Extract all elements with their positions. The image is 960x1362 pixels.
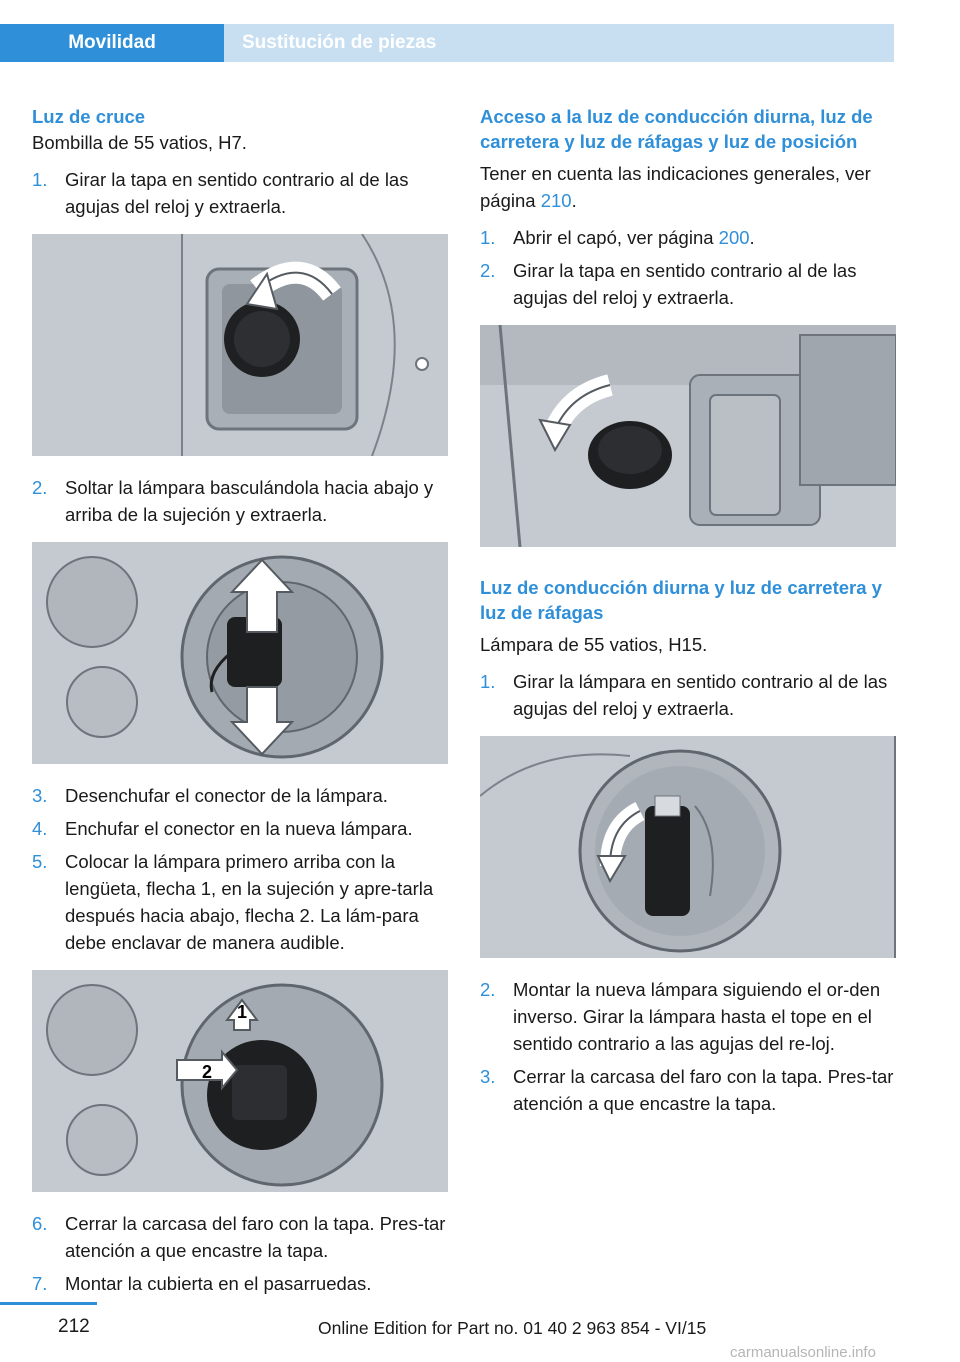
footer-rule <box>0 1302 97 1305</box>
left-column <box>32 104 448 1303</box>
watermark: carmanualsonline.info <box>730 1344 876 1361</box>
step-number: 1. <box>480 671 496 692</box>
step-text: Enchufar el conector en la nueva lámpara. <box>65 818 413 839</box>
step-text: Desenchufar el conector de la lámpara. <box>65 785 388 806</box>
step-number: 1. <box>480 227 496 248</box>
right-column <box>480 104 896 1123</box>
step-number: 2. <box>32 477 48 498</box>
step-number: 2. <box>480 260 496 281</box>
section-heading-luz-de-cruce: Luz de cruce <box>32 106 146 127</box>
steps-list <box>32 474 448 528</box>
step-number: 6. <box>32 1213 48 1234</box>
list-item <box>480 668 896 722</box>
step-text: Montar la cubierta en el pasarruedas. <box>65 1273 372 1294</box>
step-number: 4. <box>32 818 48 839</box>
list-item <box>480 976 896 1057</box>
step-text: Montar la nueva lámpara siguiendo el or‐den inverso. Girar la lámpara hasta el tope en el sentido contrario a las agujas del re‐loj. <box>513 979 881 1054</box>
arrow-label-2: 2 <box>201 1062 213 1082</box>
step-text: Girar la lámpara en sentido contrario al de las agujas del reloj y extraerla. <box>513 671 888 719</box>
steps-list <box>480 668 896 722</box>
step-number: 3. <box>480 1066 496 1087</box>
list-item <box>32 848 448 956</box>
page-link-200[interactable]: 200 <box>718 227 750 248</box>
step-number: 5. <box>32 851 48 872</box>
list-item <box>32 166 448 220</box>
general-notes <box>480 160 896 214</box>
steps-list <box>32 782 448 956</box>
step-text-end: . <box>749 227 755 248</box>
arrow-label-1: 1 <box>236 1002 248 1022</box>
general-notes-text: Tener en cuenta las indicaciones generales, ver página <box>480 163 871 211</box>
step-text: Colocar la lámpara primero arriba con la lengüeta, flecha 1, en la sujeción y apre‐tarla después hacia abajo, flecha 2. La lám‐para debe enclavar de manera audible. <box>65 851 434 953</box>
step-text: Cerrar la carcasa del faro con la tapa. Pres‐tar atención a que encastre la tapa. <box>513 1066 894 1114</box>
steps-list <box>32 1210 448 1297</box>
list-item <box>32 782 448 809</box>
step-text: Girar la tapa en sentido contrario al de las agujas del reloj y extraerla. <box>513 260 857 308</box>
step-number: 3. <box>32 785 48 806</box>
section-heading-luz-diurna: Luz de conducción diurna y luz de carretera y luz de ráfagas <box>480 577 882 623</box>
bulb-spec: Lámpara de 55 vatios, H15. <box>480 634 708 655</box>
list-item <box>480 1063 896 1117</box>
page-header <box>0 0 960 62</box>
figure-engine-bay-cap <box>480 325 896 547</box>
list-item <box>32 1210 448 1264</box>
section-heading-acceso: Acceso a la luz de conducción diurna, luz de carretera y luz de ráfagas y luz de posición <box>480 106 873 152</box>
step-text: Abrir el capó, ver página <box>513 227 719 248</box>
page-link-210[interactable]: 210 <box>540 190 572 211</box>
step-number: 2. <box>480 979 496 1000</box>
list-item <box>480 224 896 251</box>
step-text: Cerrar la carcasa del faro con la tapa. Pres‐tar atención a que encastre la tapa. <box>65 1213 446 1261</box>
step-number: 7. <box>32 1273 48 1294</box>
step-number: 1. <box>32 169 48 190</box>
steps-list <box>480 976 896 1117</box>
list-item <box>32 1270 448 1297</box>
steps-list <box>480 224 896 311</box>
general-notes-end: . <box>571 190 577 211</box>
list-item <box>32 474 448 528</box>
figure-remove-cap <box>32 234 448 456</box>
figure-release-bulb <box>32 542 448 764</box>
figure-remove-h15-bulb <box>480 736 896 958</box>
edition-info: Online Edition for Part no. 01 40 2 963 854 - VI/15 <box>318 1318 707 1338</box>
page-number: 212 <box>58 1316 90 1337</box>
section-tab-sustitucion: Sustitución de piezas <box>224 24 894 62</box>
list-item <box>480 257 896 311</box>
step-text: Girar la tapa en sentido contrario al de las agujas del reloj y extraerla. <box>65 169 409 217</box>
list-item <box>32 815 448 842</box>
steps-list <box>32 166 448 220</box>
step-text: Soltar la lámpara basculándola hacia abajo y arriba de la sujeción y extraerla. <box>65 477 434 525</box>
section-tab-movilidad: Movilidad <box>0 24 224 62</box>
figure-install-bulb <box>32 970 448 1192</box>
bulb-spec: Bombilla de 55 vatios, H7. <box>32 132 247 153</box>
